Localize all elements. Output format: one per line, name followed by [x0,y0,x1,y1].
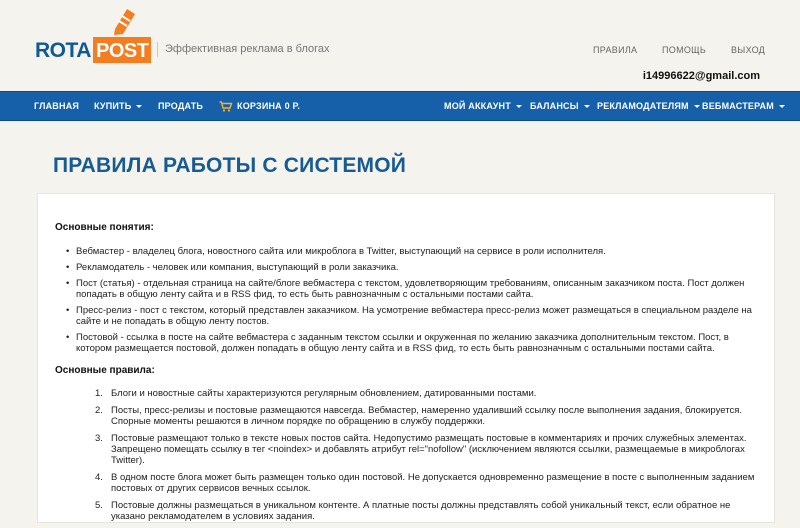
caret-down-icon [779,105,785,108]
cart-icon [219,101,232,112]
rule-number: 1. [95,388,103,399]
concepts-heading: Основные понятия: [55,222,154,233]
nav-webmasters[interactable] [702,92,785,120]
rule-text: Постовые должны размещаться в уникальном контенте. А платные посты должны представлять собой уникальный текст, если обратное не указано рекламодателем в условиях задания. [111,500,731,522]
caret-down-icon [584,105,590,108]
nav-buy-label: КУПИТЬ [94,101,132,111]
rules-list [95,388,755,528]
caret-down-icon [694,105,700,108]
list-item: • Пост (статья) - отдельная страница на сайте/блоге вебмастера с текстом, удовлетворяющим требованиям, описанным заказчиком поста. Пост должен попадать в общую ленту сайта и в RSS фид, то есть быть равнозначным с остальными постами сайта. [66,278,756,300]
rule-number: 3. [95,433,103,444]
tagline-divider [157,42,158,57]
nav-buy[interactable] [94,92,142,120]
nav-account[interactable] [444,92,522,120]
pencil-icon [105,5,139,35]
list-item: • Постовой - ссылка в посте на сайте вебмастера с заданным текстом ссылки и окруженная по желанию заказчика дополнительным текстом. Пост, в котором размещается постовой, должен попадать в общую ленту сайта и в RSS фид, то есть быть равнозначным с остальными постами сайта. [66,332,756,354]
caret-down-icon [136,105,142,108]
nav-balances[interactable] [530,92,590,120]
rule-text: Постовые размещают только в тексте новых постов сайта. Недопустимо размещать постовые в комментариях и прочих служебных элементах. Запрещено помещать ссылку в тег <noindex> и добавлять атрибут rel="nofollow" (исключением являются ссылки, размещаемые в микроблогах Twitter). [111,433,747,466]
logo-text-rota: ROTA [35,39,91,62]
nav-advertisers-label: РЕКЛАМОДАТЕЛЯМ [597,101,689,111]
concepts-list [66,246,756,359]
list-item: • Вебмастер - владелец блога, новостного сайта или микроблога в Twitter, выступающий на сервисе в роли исполнителя. [66,246,756,257]
list-item [95,433,755,466]
rule-text: Посты, пресс-релизы и постовые размещаются навсегда. Вебмастер, намеренно удаливший ссылку после выполнения задания, блокируется. Спорные моменты решаются в личном порядке по обращению в службу поддержки. [111,405,742,427]
nav-sell-label: ПРОДАТЬ [158,101,204,111]
list-item [95,388,755,399]
rule-number: 2. [95,405,103,416]
nav-home-label: ГЛАВНАЯ [34,101,80,111]
rule-text: В одном посте блога может быть размещен только один постовой. Не допускается одновременно размещение в посте с выполненным заданием постовых от других сервисов вечных ссылок. [111,472,755,494]
user-email[interactable]: i14996622@gmail.com [642,70,760,82]
caret-down-icon [516,105,522,108]
list-item: • Пресс-релиз - пост с текстом, который представлен заказчиком. На усмотрение вебмастера пресс-релиз может размещаться в специальном разделе на сайте и не попадать в общую ленту постов. [66,305,756,327]
rotapost-logo[interactable] [35,5,153,63]
tagline: Эффективная реклама в блогах [165,43,330,55]
rules-heading: Основные правила: [55,365,155,376]
nav-advertisers[interactable] [597,92,700,120]
nav-sell[interactable] [158,92,203,120]
main-navbar [0,91,800,121]
nav-balances-label: БАЛАНСЫ [530,101,579,111]
list-item [95,472,755,494]
help-link[interactable]: ПОМОЩЬ [662,45,707,55]
rule-number: 5. [95,500,103,511]
rule-text: Блоги и новостные сайты характеризуются регулярным обновлением, датированными постами. [111,388,537,399]
rule-number: 4. [95,472,103,483]
list-item: • Рекламодатель - человек или компания, выступающий в роли заказчика. [66,262,756,273]
nav-account-label: МОЙ АККАУНТ [444,101,511,111]
nav-cart[interactable] [219,92,300,120]
nav-cart-label: КОРЗИНА 0 Р. [237,101,301,111]
rules-content-panel [37,193,775,523]
logo-text-post: POST [93,37,151,63]
logout-link[interactable]: ВЫХОД [731,45,766,55]
list-item [95,405,755,427]
nav-webmasters-label: ВЕБМАСТЕРАМ [702,101,774,111]
rules-link[interactable]: ПРАВИЛА [593,45,638,55]
list-item [95,500,755,522]
page-title: ПРАВИЛА РАБОТЫ С СИСТЕМОЙ [53,154,407,177]
nav-home[interactable] [34,92,79,120]
